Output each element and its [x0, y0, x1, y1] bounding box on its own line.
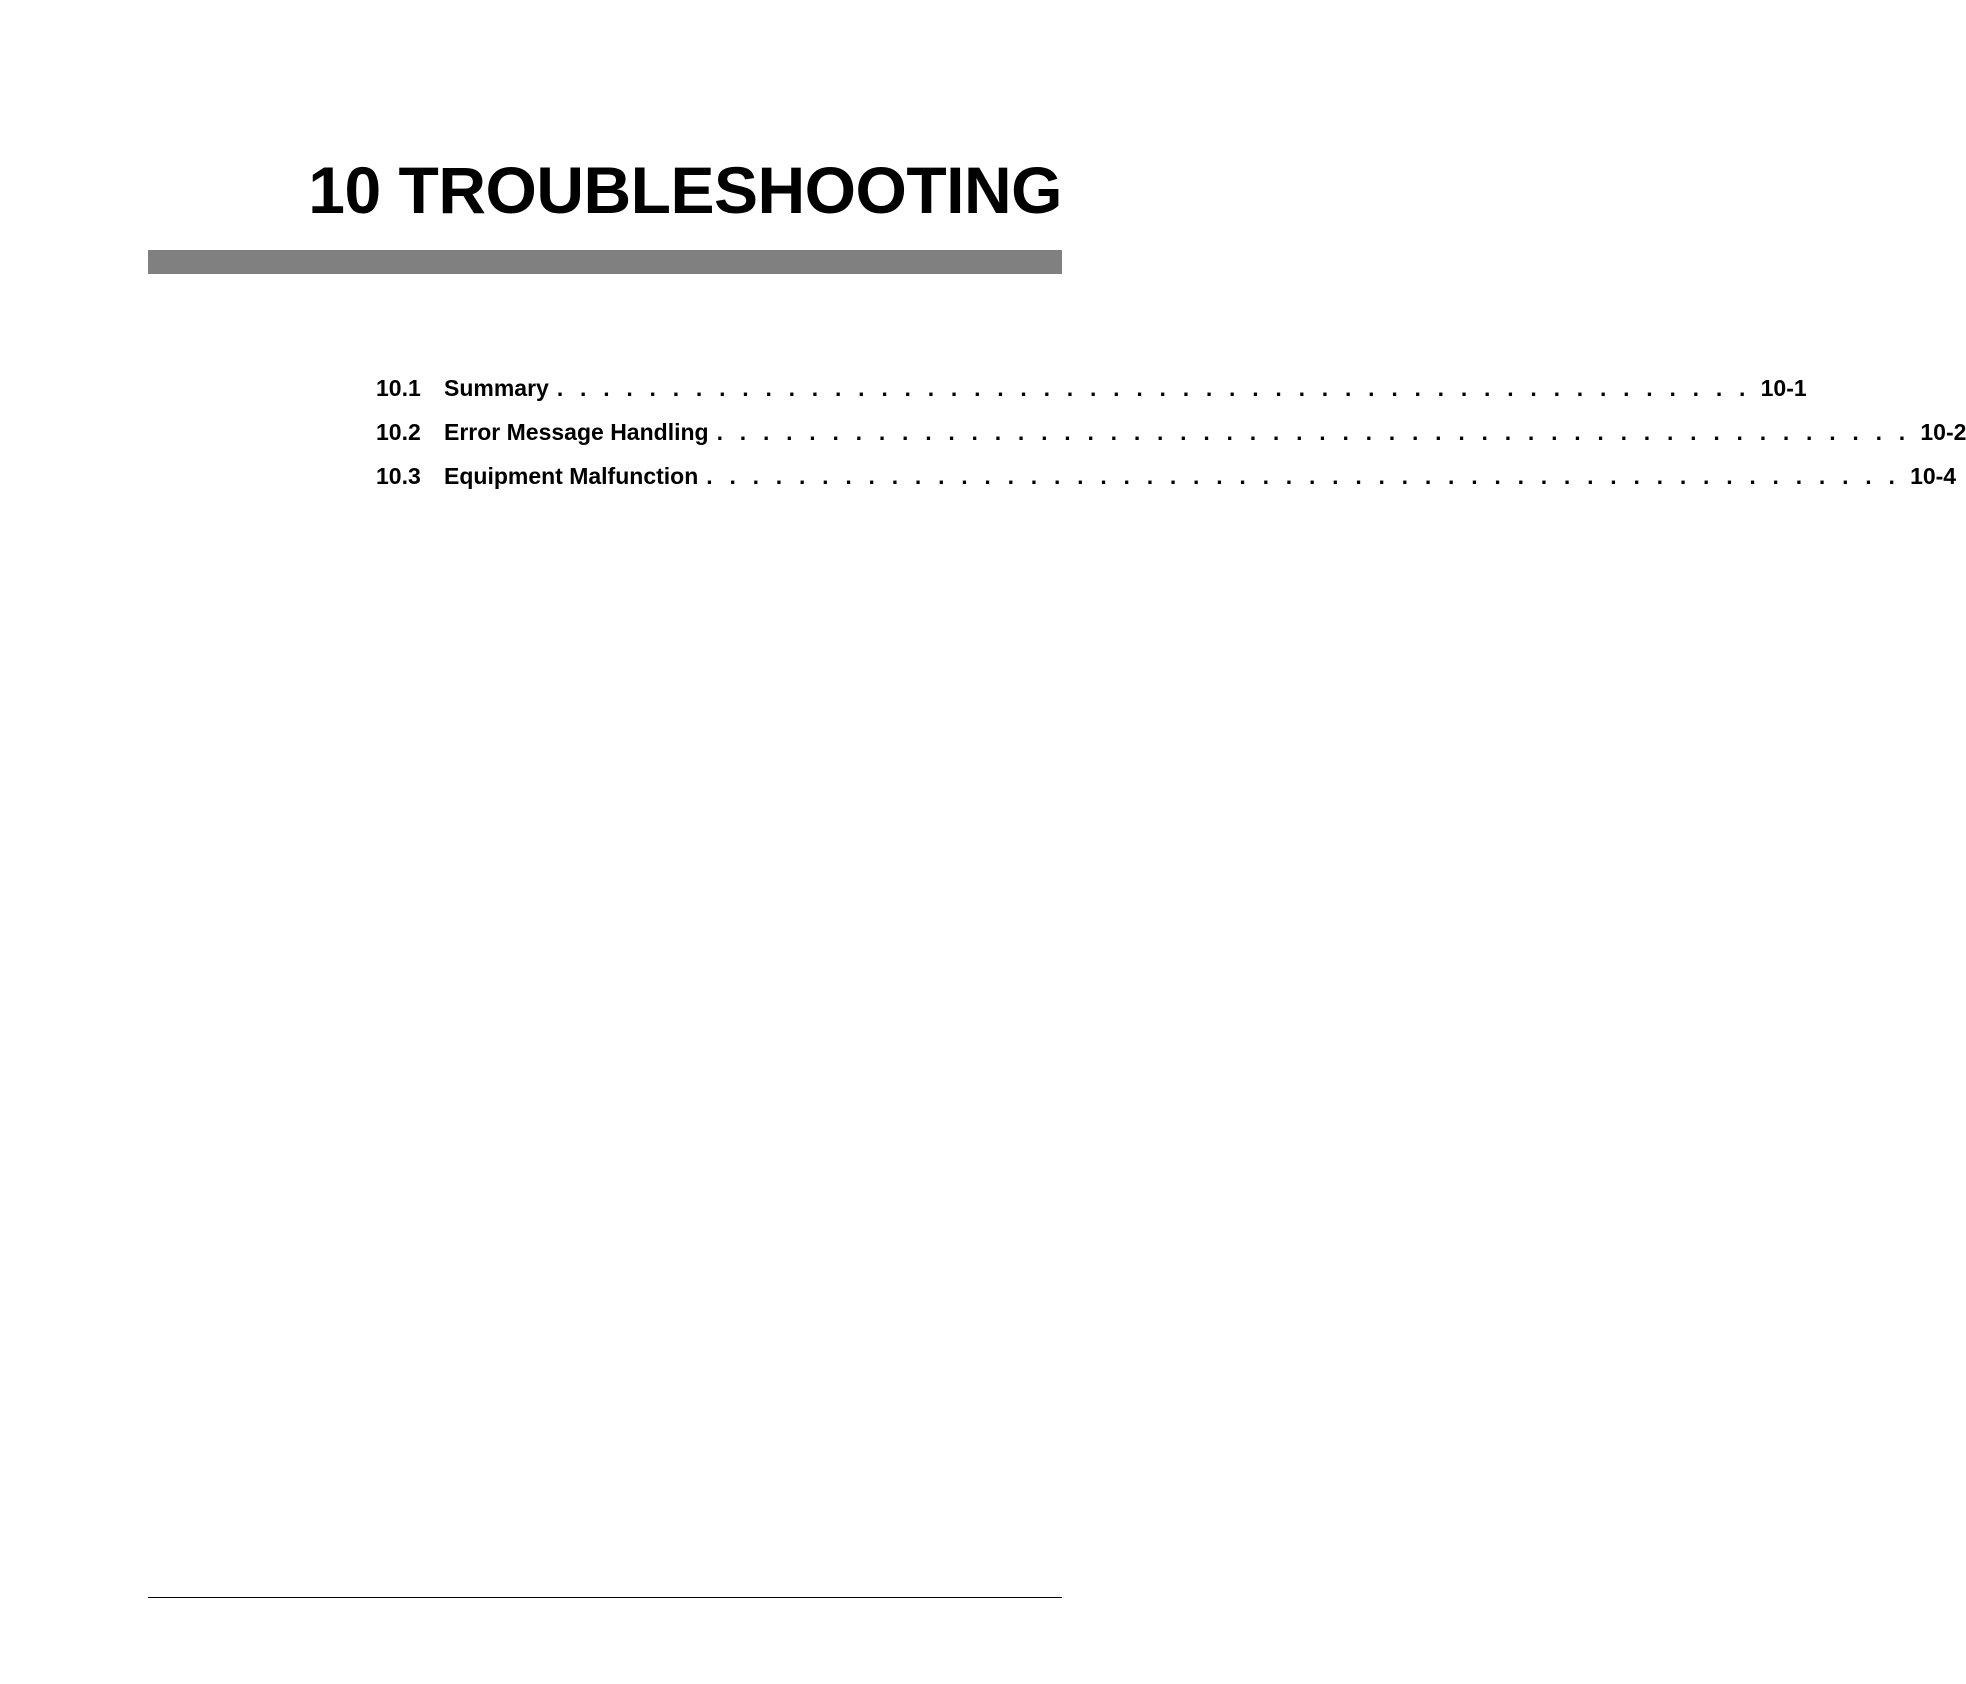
toc-entry[interactable]	[376, 410, 1966, 454]
chapter-title-bar	[148, 250, 1062, 274]
toc-entry-number: 10.2	[376, 419, 421, 445]
toc-entry-title: Summary	[444, 375, 549, 401]
toc-entry-page: 10-4	[1910, 463, 1957, 489]
toc-entry-number: 10.3	[376, 463, 421, 489]
footer-rule	[148, 1597, 1062, 1598]
toc-entry[interactable]	[376, 454, 1957, 498]
toc-entry[interactable]	[376, 366, 1807, 410]
toc-entry-title: Error Message Handling	[444, 419, 709, 445]
toc-dot-leader: . . . . . . . . . . . . . . . . . . . . . . . . . . . . . . . . . . . . . . . . . . . . . . . . . . . .	[716, 419, 1911, 445]
toc-dot-leader: . . . . . . . . . . . . . . . . . . . . . . . . . . . . . . . . . . . . . . . . . . . . . . . . . . . .	[706, 463, 1901, 489]
toc-entry-number: 10.1	[376, 375, 421, 401]
chapter-title: 10 TROUBLESHOOTING	[308, 153, 1062, 227]
toc-dot-leader: . . . . . . . . . . . . . . . . . . . . . . . . . . . . . . . . . . . . . . . . . . . . . . . . . . . .	[556, 375, 1751, 401]
table-of-contents	[376, 366, 1966, 498]
toc-entry-page: 10-1	[1760, 375, 1807, 401]
toc-entry-title: Equipment Malfunction	[444, 463, 699, 489]
toc-entry-page: 10-2	[1920, 419, 1966, 445]
